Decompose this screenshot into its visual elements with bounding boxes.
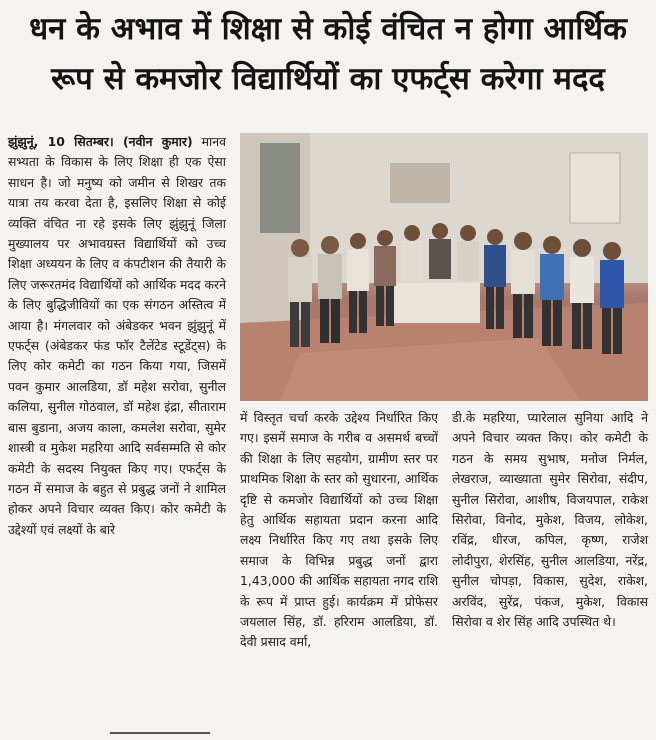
article-text-1 xyxy=(8,132,226,540)
column-2-text: में विस्तृत चर्चा करके उद्देश्य निर्धारित किए गए। इसमें समाज के गरीब व असमर्थ बच्चों की शिक्षा के लिए सहयोग, ग्रामीण स्तर पर प्राथमिक शिक्षा के स्तर को सुधारना, आर्थिक दृष्टि से कमजोर विद्यार्थियों को उच्च शिक्षा हेतु आर्थिक सहायता प्रदान करना आदि लक्ष्य निर्धारित किए गए तथा इसके लिए समाज के विभिन्न प्रबुद्ध जनों द्वारा 1,43,000 की आर्थिक सहायता नगद राशि के रूप में प्राप्त हुई। कार्यक्रम में प्रोफेसर जयलाल सिंह, डॉ. हरिराम आलडिया, डॉ. देवी प्रसाद वर्मा, xyxy=(240,410,438,650)
article-column-3 xyxy=(452,408,648,632)
article-column-1 xyxy=(8,132,226,540)
column-3-text: डी.के महरिया, प्यारेलाल सुनिया आदि ने अपने विचार व्यक्त किए। कोर कमेटी के गठन के समय सुभाष, मनोज निर्मल, लेखराज, व्याख्याता सुमेर सिरोवा, संदीप, सुनील सिरोवा, आशीष, विजयपाल, राकेश सिरोवा, विनोद, मुकेश, विजय, लोकेश, रविंद्र, धीरज, कपिल, कृष्ण, राजेश लोदीपुरा, शेरसिंह, सुनील आलडिया, नरेंद्र, सुनील चोपड़ा, विकास, सुदेश, राकेश, अरविंद, सुरेंद्र, पंकज, मुकेश, विकास सिरोवा व शेर सिंह आदि उपस्थित थे। xyxy=(452,410,648,630)
headline-line-1: धन के अभाव में शिक्षा से कोई वंचित न होगा आर्थिक xyxy=(29,11,627,47)
headline xyxy=(0,4,656,104)
dateline: झुंझुनूं, 10 सितम्बर। (नवीन कुमार) xyxy=(8,134,193,149)
page-edge-divider xyxy=(110,732,210,734)
group-photo-illustration xyxy=(240,133,648,401)
column-1-text: मानव सभ्यता के विकास के लिए शिक्षा ही एक ऐसा साधन है। जो मनुष्य को जमीन से शिखर तक यात्रा तय करवा देता है, इसलिए शिक्षा से कोई व्यक्ति वंचित ना रहे इसके लिए झुंझुनूं जिला मुख्यालय पर अभावग्रस्त विद्यार्थियों को उच्च शिक्षा अध्ययन के लिए व कंपटीशन की तैयारी के लिए जरूरतमंद विद्यार्थियों को आर्थिक मदद करने के लिए बुद्धिजीवियों का एक संगठन अस्तित्व में आया है। मंगलवार को अंबेडकर भवन झुंझुनूं में एफर्ट्स (अंबेडकर फंड फॉर टैलेंटेड स्टूडेंट्स) के लिए कोर कमेटी का गठन किया गया, जिसमें पवन कुमार आलडिया, डॉ महेश सरोवा, सुनील कलिया, सुनील गोठवाल, डॉ महेश इंद्रा, सीताराम बास बुडाना, अजय काला, कमलेश सरोवा, सुमेर शास्त्री व मुकेश महरिया आदि सर्वसम्मति से कोर कमेटी के सदस्य नियुक्त किए गए। एफर्ट्स के गठन में समाज के बहुत से प्रबुद्ध जनों ने शामिल होकर अपने विचार व्यक्त किए। कोर कमेटी के उद्देश्यों एवं लक्ष्यों के बारे xyxy=(8,134,226,537)
article-column-2 xyxy=(240,408,438,653)
headline-line-2: रूप से कमजोर विद्यार्थियों का एफर्ट्स करेगा मदद xyxy=(51,61,605,97)
group-photo xyxy=(240,133,648,401)
